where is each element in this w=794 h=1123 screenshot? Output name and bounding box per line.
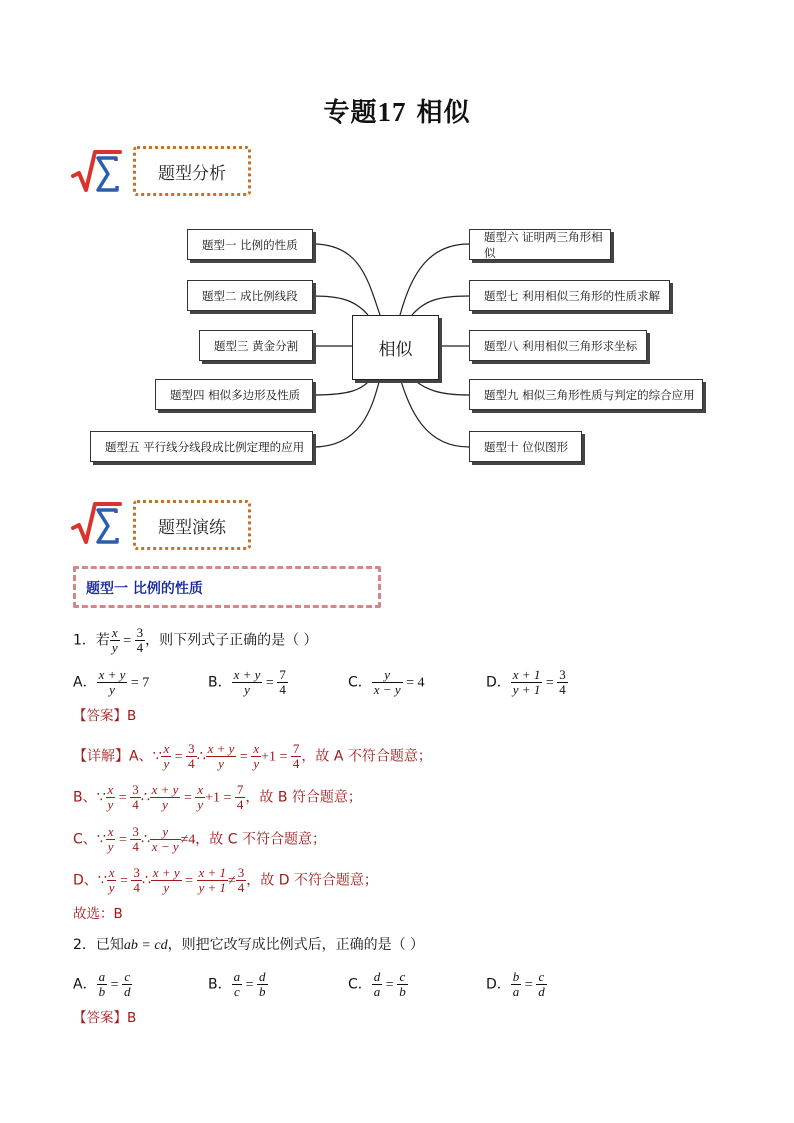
question-2-option-d: D． $\frac{b}{a}$ = $\frac{c}{d}$ [486, 969, 545, 999]
fraction: $\frac{x + y}{y}$ [207, 741, 235, 771]
mindmap-item-4: 题型四 相似多边形及性质 [155, 379, 313, 410]
fraction: $\frac{b}{a}$ [512, 969, 520, 999]
fraction: $\frac{7}{4}$ [236, 782, 244, 812]
detail-line-a: 【详解】A、∵ $\frac{x}{y}$ = $\frac{3}{4}$ ∴ $\frac{x + y}{y}$ = $\frac{x}{y}$ +1 = $\frac{7}{4}$ ，故 A 不符合题意； [73, 741, 432, 771]
conclusion: 故选：B [73, 906, 123, 922]
fraction: $\frac{x + y}{y}$ [151, 782, 179, 812]
question-2-stem: 2．已知ab = cd，则把它改写成比例式后，正确的是（ ） [73, 937, 425, 953]
question-2-option-a: A． $\frac{a}{b}$ = $\frac{c}{d}$ [73, 969, 131, 999]
detail-line-c: C、∵ $\frac{x}{y}$ = $\frac{3}{4}$ ∴ $\frac{y}{x - y}$ ≠4，故 C 不符合题意； [73, 824, 326, 854]
fraction: $\frac{7}{4}$ [292, 741, 300, 771]
fraction: $\frac{c}{d}$ [538, 969, 545, 999]
detail-line-d: D、∵ $\frac{x}{y}$ = $\frac{3}{4}$ ∴ $\frac{x + y}{y}$ = $\frac{x + 1}{y + 1}$ ≠ $\frac{3}{4}$ ，故 D 不符合题意； [73, 865, 378, 895]
fraction: $\frac{d}{b}$ [259, 969, 266, 999]
fraction: $\frac{x + y}{y}$ [233, 667, 261, 697]
fraction: $\frac{3}{4}$ [136, 625, 144, 655]
topic-title: 题型一 比例的性质 [86, 581, 203, 597]
answer-label: 【答案】B [73, 708, 137, 724]
page-title: 专题17 相似 [323, 97, 471, 128]
fraction: $\frac{c}{d}$ [123, 969, 131, 999]
fraction: $\frac{x + y}{y}$ [152, 865, 180, 895]
fraction: $\frac{x + 1}{y + 1}$ [198, 865, 227, 895]
title-suffix: 相似 [416, 98, 471, 128]
title-number: 17 [377, 97, 407, 127]
mindmap-item-1: 题型一 比例的性质 [187, 229, 313, 260]
sqrt-sigma-icon [70, 498, 122, 550]
question-1-option-d: D． $\frac{x + 1}{y + 1}$ = $\frac{3}{4}$ [486, 667, 566, 697]
fraction: $\frac{a}{b}$ [98, 969, 106, 999]
fraction: $\frac{x + y}{y}$ [98, 667, 126, 697]
mindmap-center: 相似 [352, 315, 439, 380]
question-2-option-b: B． $\frac{a}{c}$ = $\frac{d}{b}$ [208, 969, 266, 999]
fraction: $\frac{x}{y}$ [108, 865, 115, 895]
fraction: $\frac{x}{y}$ [107, 824, 114, 854]
mindmap-item-8: 题型八 利用相似三角形求坐标 [469, 330, 647, 361]
detail-line-b: B、∵ $\frac{x}{y}$ = $\frac{3}{4}$ ∴ $\frac{x + y}{y}$ = $\frac{x}{y}$ +1 = $\frac{7}{4}$ ，故 B 符合题意； [73, 782, 362, 812]
fraction: $\frac{y}{x - y}$ [373, 667, 401, 697]
mindmap-item-10: 题型十 位似图形 [469, 431, 582, 462]
fraction: $\frac{3}{4}$ [132, 824, 139, 854]
fraction: $\frac{x}{y}$ [107, 782, 114, 812]
fraction: $\frac{x + 1}{y + 1}$ [512, 667, 541, 697]
question-1-option-a: A． $\frac{x + y}{y}$ = 7 [73, 667, 150, 697]
mindmap-item-9: 题型九 相似三角形性质与判定的综合应用 [469, 379, 703, 410]
fraction: $\frac{3}{4}$ [188, 741, 195, 771]
mindmap-item-6: 题型六 证明两三角形相似 [469, 229, 611, 260]
fraction: $\frac{y}{x - y}$ [151, 824, 179, 854]
fraction: $\frac{x}{y}$ [111, 625, 118, 655]
mindmap-item-7: 题型七 利用相似三角形的性质求解 [469, 280, 670, 311]
fraction: $\frac{7}{4}$ [279, 667, 286, 697]
fraction: $\frac{c}{b}$ [399, 969, 406, 999]
answer-2-label: 【答案】B [73, 1010, 137, 1026]
fraction: $\frac{3}{4}$ [132, 782, 139, 812]
fraction: $\frac{x}{y}$ [197, 782, 204, 812]
fraction: $\frac{x}{y}$ [253, 741, 260, 771]
question-2-option-c: C． $\frac{d}{a}$ = $\frac{c}{b}$ [348, 969, 406, 999]
section-header-analysis: 题型分析 [133, 146, 251, 196]
question-1-option-b: B． $\frac{x + y}{y}$ = $\frac{7}{4}$ [208, 667, 286, 697]
mindmap-item-3: 题型三 黄金分割 [199, 330, 313, 361]
fraction: $\frac{3}{4}$ [237, 865, 245, 895]
fraction: $\frac{x}{y}$ [163, 741, 170, 771]
question-1-option-c: C． $\frac{y}{x - y}$ = 4 [348, 667, 425, 697]
fraction: $\frac{d}{a}$ [373, 969, 381, 999]
section-header-practice: 题型演练 [133, 500, 251, 550]
question-1-stem: 1．若 $\frac{x}{y}$ = $\frac{3}{4}$ ，则下列式子正确的是（ ） [73, 625, 318, 655]
mindmap-item-2: 题型二 成比例线段 [187, 280, 313, 311]
fraction: $\frac{3}{4}$ [133, 865, 140, 895]
mindmap-item-5: 题型五 平行线分线段成比例定理的应用 [90, 431, 313, 462]
fraction: $\frac{a}{c}$ [233, 969, 241, 999]
fraction: $\frac{3}{4}$ [559, 667, 566, 697]
